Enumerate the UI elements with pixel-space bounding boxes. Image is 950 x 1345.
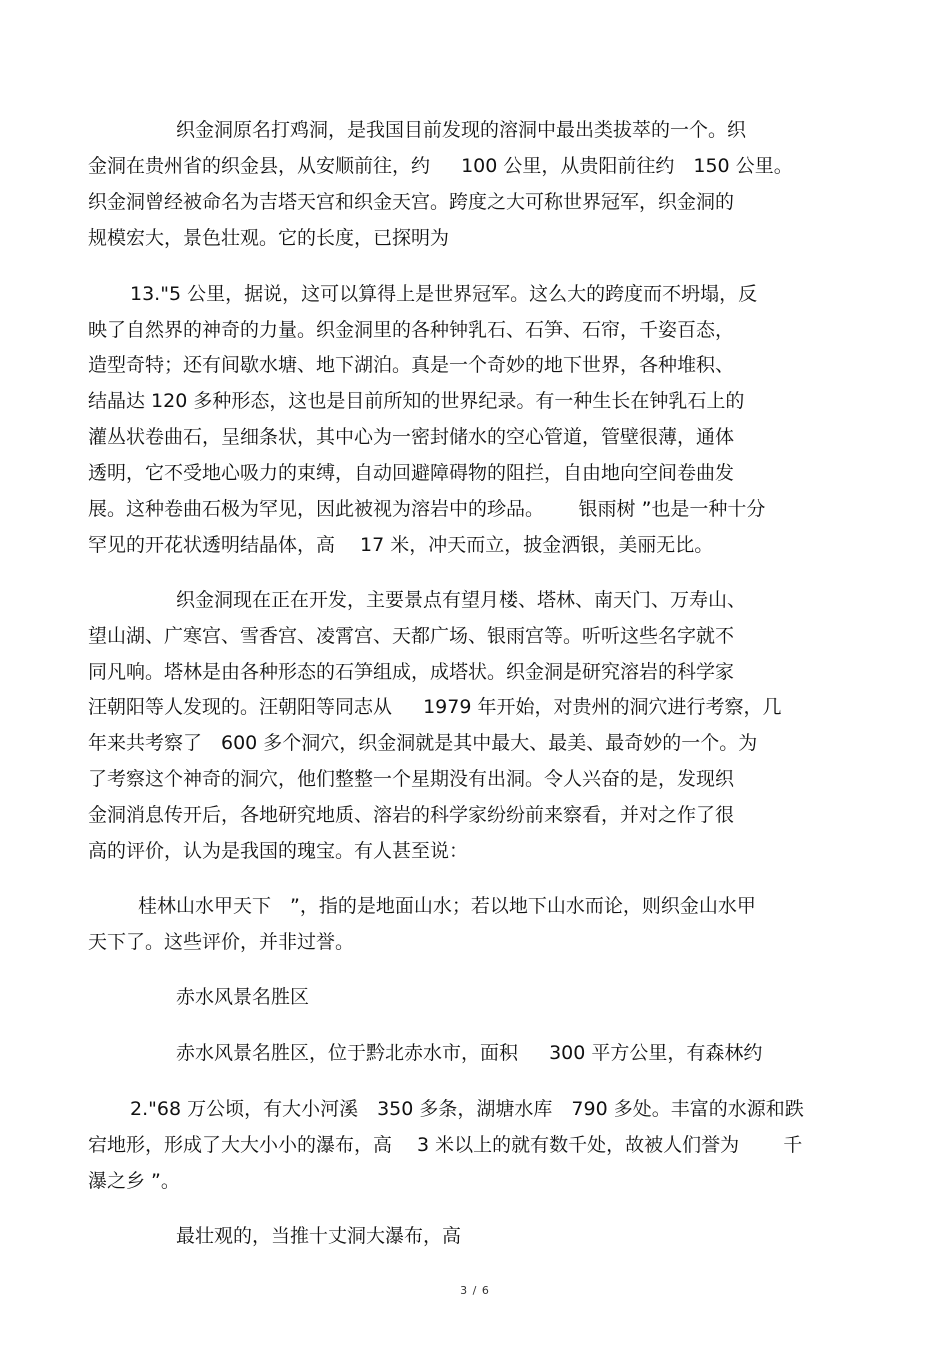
paragraph-line: 金洞在贵州省的织金县，从安顺前往，约 100 公里，从贵阳前往约 150 公里。 xyxy=(88,155,793,177)
paragraph-line: 高的评价，认为是我国的瑰宝。有人甚至说： xyxy=(88,840,469,862)
paragraph-line: 罕见的开花状透明结晶体，高 17 米，冲天而立，披金洒银，美丽无比。 xyxy=(88,534,714,556)
paragraph-line: 赤水风景名胜区，位于黔北赤水市，面积 300 平方公里，有森林约 xyxy=(176,1042,763,1064)
paragraph-line: 宕地形，形成了大大小小的瀑布，高 3 米以上的就有数千处，故被人们誉为 千 xyxy=(88,1134,803,1156)
section-heading: 赤水风景名胜区 xyxy=(176,986,310,1008)
paragraph-line: 同凡响。塔林是由各种形态的石笋组成，成塔状。织金洞是研究溶岩的科学家 xyxy=(88,661,735,683)
paragraph-line: 了考察这个神奇的洞穴，他们整整一个星期没有出洞。令人兴奋的是，发现织 xyxy=(88,768,735,790)
paragraph-line: 造型奇特；还有间歇水塘、地下湖泊。真是一个奇妙的地下世界，各种堆积、 xyxy=(88,354,735,376)
paragraph-line: 透明，它不受地心吸力的束缚，自动回避障碍物的阻拦，自由地向空间卷曲发 xyxy=(88,462,735,484)
paragraph-line: 13."5 公里，据说，这可以算得上是世界冠军。这么大的跨度而不坍塌，反 xyxy=(130,283,758,305)
paragraph-line: 织金洞原名打鸡洞，是我国目前发现的溶洞中最出类拔萃的一个。织 xyxy=(176,119,747,141)
paragraph-line: 织金洞曾经被命名为吉塔天宫和织金天宫。跨度之大可称世界冠军，织金洞的 xyxy=(88,191,735,213)
paragraph-line: 规模宏大，景色壮观。它的长度，已探明为 xyxy=(88,227,450,249)
paragraph-line: 年来共考察了 600 多个洞穴，织金洞就是其中最大、最美、最奇妙的一个。为 xyxy=(88,732,758,754)
paragraph-line: 映了自然界的神奇的力量。织金洞里的各种钟乳石、石笋、石帘，千姿百态， xyxy=(88,319,735,341)
paragraph-line: 桂林山水甲天下 ”，指的是地面山水；若以地下山水而论，则织金山水甲 xyxy=(138,895,756,917)
page-number: 3 / 6 xyxy=(460,1284,490,1297)
paragraph-line: 汪朝阳等人发现的。汪朝阳等同志从 1979 年开始，对贵州的洞穴进行考察，几 xyxy=(88,696,782,718)
paragraph-line: 天下了。这些评价，并非过誉。 xyxy=(88,931,355,953)
paragraph-line: 最壮观的，当推十丈洞大瀑布，高 xyxy=(176,1225,462,1247)
paragraph-line: 结晶达 120 多种形态，这也是目前所知的世界纪录。有一种生长在钟乳石上的 xyxy=(88,390,745,412)
paragraph-line: 瀑之乡 ”。 xyxy=(88,1170,180,1192)
paragraph-line: 望山湖、广寒宫、雪香宫、凌霄宫、天都广场、银雨宫等。听听这些名字就不 xyxy=(88,625,735,647)
paragraph-line: 金洞消息传开后，各地研究地质、溶岩的科学家纷纷前来察看，并对之作了很 xyxy=(88,804,735,826)
paragraph-line: 2."68 万公顷，有大小河溪 350 多条，湖塘水库 790 多处。丰富的水源和跌 xyxy=(130,1098,804,1120)
paragraph-line: 展。这种卷曲石极为罕见，因此被视为溶岩中的珍品。 银雨树 ”也是一种十分 xyxy=(88,498,766,520)
paragraph-line: 灌丛状卷曲石，呈细条状，其中心为一密封储水的空心管道，管壁很薄，通体 xyxy=(88,426,735,448)
paragraph-line: 织金洞现在正在开发，主要景点有望月楼、塔林、南天门、万寿山、 xyxy=(176,589,747,611)
